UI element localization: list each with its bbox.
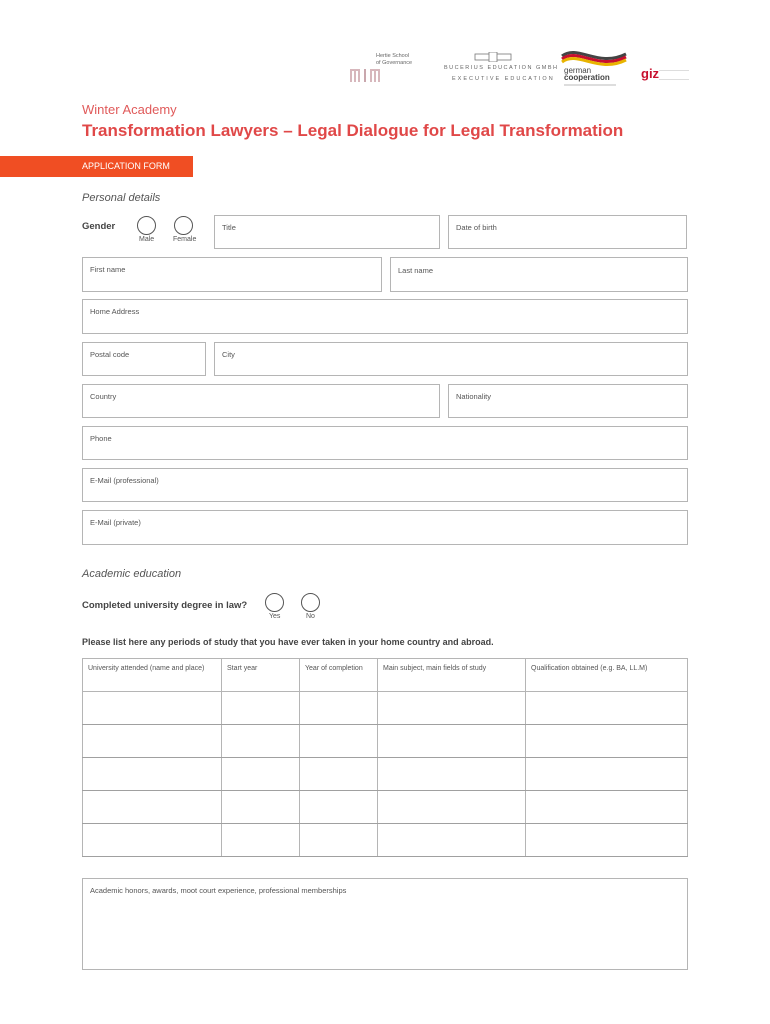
last-name-field[interactable] [390, 257, 688, 292]
table-cell[interactable] [526, 758, 688, 791]
german-cooperation-wave-icon [560, 46, 630, 68]
degree-yes-radio[interactable] [265, 593, 284, 612]
table-cell[interactable] [378, 791, 526, 824]
hertie-line2: of Governance [376, 60, 413, 66]
table-cell[interactable] [300, 824, 378, 857]
country-label: Country [90, 392, 117, 401]
column-header-university: University attended (name and place) [83, 659, 222, 692]
nationality-field[interactable] [448, 384, 688, 418]
home-address-label: Home Address [90, 307, 140, 316]
giz-logo: giz [641, 66, 660, 81]
gender-male-label: Male [139, 236, 155, 243]
study-periods-prompt: Please list here any periods of study that you have ever taken in your home country and abroad. [82, 637, 494, 647]
table-row [83, 692, 688, 725]
city-label: City [222, 350, 235, 359]
bucerius-line2: EXECUTIVE EDUCATION [452, 76, 555, 82]
table-cell[interactable] [83, 758, 222, 791]
personal-details-heading: Personal details [82, 192, 161, 204]
hertie-line1: Hertie School [376, 53, 410, 59]
table-cell[interactable] [378, 758, 526, 791]
table-cell[interactable] [222, 791, 300, 824]
date-of-birth-field[interactable] [448, 215, 687, 249]
table-cell[interactable] [222, 824, 300, 857]
table-header-row [83, 659, 688, 692]
bucerius-logo-icon [474, 52, 514, 62]
nationality-label: Nationality [456, 392, 492, 401]
german-cooperation-text [564, 67, 610, 81]
degree-no-radio[interactable] [301, 593, 320, 612]
phone-field[interactable] [82, 426, 688, 460]
table-cell[interactable] [378, 692, 526, 725]
table-cell[interactable] [83, 725, 222, 758]
email-private-field[interactable] [82, 510, 688, 545]
email-professional-field[interactable] [82, 468, 688, 502]
table-cell[interactable] [300, 791, 378, 824]
table-row [83, 725, 688, 758]
table-cell[interactable] [378, 725, 526, 758]
first-name-field[interactable] [82, 257, 382, 292]
table-row [83, 791, 688, 824]
email-professional-label: E-Mail (professional) [90, 476, 159, 485]
home-address-field[interactable] [82, 299, 688, 334]
page-title: Transformation Lawyers – Legal Dialogue for Legal Transformation [82, 121, 624, 140]
gender-female-label: Female [173, 236, 197, 243]
banner-label: APPLICATION FORM [82, 161, 170, 171]
table-cell[interactable] [83, 824, 222, 857]
gender-label: Gender [82, 221, 116, 232]
gender-male-radio[interactable] [137, 216, 156, 235]
table-cell[interactable] [300, 725, 378, 758]
gender-female-radio[interactable] [174, 216, 193, 235]
title-field-label: Title [222, 223, 236, 232]
table-row [83, 758, 688, 791]
column-header-main-subject: Main subject, main fields of study [378, 659, 526, 692]
table-cell[interactable] [222, 758, 300, 791]
table-row [83, 824, 688, 857]
city-field[interactable] [214, 342, 688, 376]
hertie-logo-text [376, 53, 412, 67]
degree-no-label: No [306, 613, 315, 620]
bucerius-line1: BUCERIUS EDUCATION GMBH [444, 65, 559, 71]
degree-question: Completed university degree in law? [82, 600, 248, 611]
hertie-logo [350, 67, 390, 83]
table-cell[interactable] [83, 692, 222, 725]
column-header-start-year: Start year [222, 659, 300, 692]
table-cell[interactable] [222, 692, 300, 725]
email-private-label: E-Mail (private) [90, 518, 141, 527]
academic-education-heading: Academic education [82, 568, 182, 580]
academic-honors-label: Academic honors, awards, moot court experience, professional memberships [90, 886, 347, 895]
column-header-qualification: Qualification obtained (e.g. BA, LL.M) [526, 659, 688, 692]
german-line1: german [564, 66, 592, 75]
table-cell[interactable] [300, 692, 378, 725]
german-line2: cooperation [564, 73, 610, 82]
postal-code-field[interactable] [82, 342, 206, 376]
column-header-year-completion: Year of completion [300, 659, 378, 692]
date-of-birth-label: Date of birth [456, 223, 497, 232]
giz-tagline [659, 70, 689, 80]
table-cell[interactable] [526, 791, 688, 824]
title-field[interactable] [214, 215, 440, 249]
phone-label: Phone [90, 434, 112, 443]
first-name-label: First name [90, 265, 126, 274]
winter-academy-subtitle: Winter Academy [82, 102, 177, 117]
table-cell[interactable] [300, 758, 378, 791]
table-cell[interactable] [222, 725, 300, 758]
table-cell[interactable] [83, 791, 222, 824]
table-cell[interactable] [378, 824, 526, 857]
academic-honors-field[interactable] [82, 878, 688, 970]
country-field[interactable] [82, 384, 440, 418]
last-name-label: Last name [398, 266, 434, 275]
application-form-banner [0, 156, 193, 177]
degree-yes-label: Yes [269, 613, 281, 620]
study-periods-table [82, 658, 688, 857]
table-cell[interactable] [526, 692, 688, 725]
german-cooperation-tagline [564, 84, 616, 86]
table-cell[interactable] [526, 725, 688, 758]
table-cell[interactable] [526, 824, 688, 857]
postal-code-label: Postal code [90, 350, 130, 359]
